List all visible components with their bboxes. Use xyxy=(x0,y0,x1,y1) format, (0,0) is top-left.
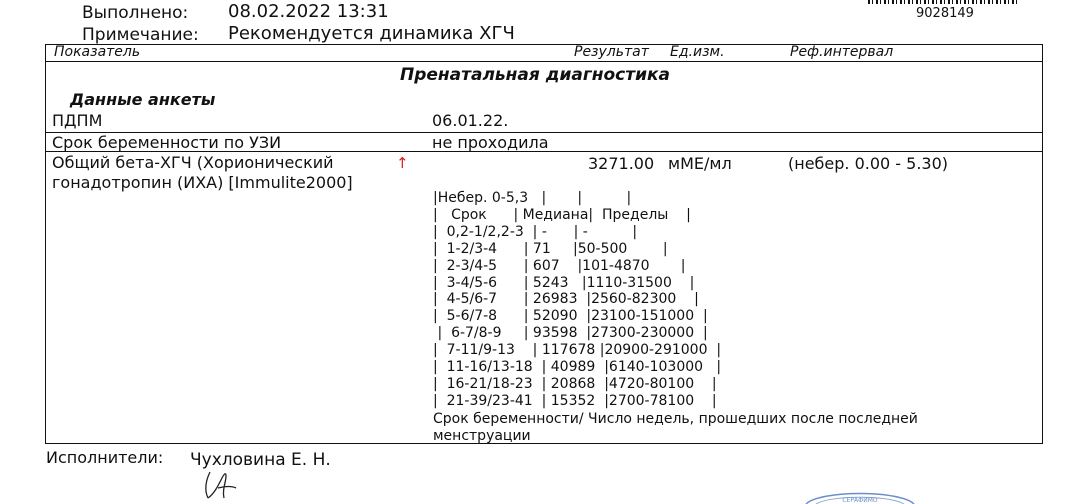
test-result: 3271.00 xyxy=(588,154,655,173)
reference-table-line: | 1-2/3-4 | 71 |50-500 | xyxy=(433,240,668,257)
reference-table-line: | 11-16/13-18 | 40989 |6140-103000 | xyxy=(433,359,722,376)
section-title: Пренатальная диагностика xyxy=(400,65,670,85)
completed-value: 08.02.2022 13:31 xyxy=(228,1,389,22)
reference-table-line: |Небер. 0-5,3 | | | xyxy=(433,190,632,206)
column-result: Результат xyxy=(574,44,649,60)
note-value: Рекомендуется динамика ХГЧ xyxy=(228,23,515,44)
test-name-line1: Общий бета-ХГЧ (Хорионический xyxy=(52,153,334,172)
stamp-icon xyxy=(800,486,920,504)
performers-value: Чухловина Е. Н. xyxy=(190,450,331,470)
stamp-text: СЕРАФИМО xyxy=(842,497,878,504)
performers-label: Исполнители: xyxy=(46,448,164,467)
footnote: Срок беременности/ Число недель, прошедших после последней менструации xyxy=(433,411,918,444)
header-divider xyxy=(45,61,1043,62)
reference-table-line: | 5-6/7-8 | 52090 |23100-151000 | xyxy=(433,308,708,325)
flag-high-icon: ↑ xyxy=(396,154,409,172)
signature-icon xyxy=(196,468,256,504)
reference-table-line: | 6-7/8-9 | 93598 |27300-230000 | xyxy=(433,325,708,342)
reference-table xyxy=(433,190,721,410)
reference-table-line: | 21-39/23-41 | 15352 |2700-78100 | xyxy=(433,392,717,409)
row-term-value: не проходила xyxy=(432,133,549,152)
test-name-line2: гонадотропин (ИХА) [Immulite2000] xyxy=(52,173,353,192)
test-units: мМЕ/мл xyxy=(668,154,732,173)
row-pdpm-label: ПДПМ xyxy=(52,111,103,130)
column-units: Ед.изм. xyxy=(670,44,725,60)
reference-table-line: | 3-4/5-6 | 5243 |1110-31500 | xyxy=(433,274,695,291)
barcode xyxy=(868,0,1018,4)
note-label: Примечание: xyxy=(82,25,199,45)
completed-label: Выполнено: xyxy=(82,3,189,23)
reference-table-line: | 0,2-1/2,2-3 | - | - | xyxy=(433,223,638,240)
column-reference: Реф.интервал xyxy=(790,44,894,60)
reference-table-line: | 4-5/6-7 | 26983 |2560-82300 | xyxy=(433,291,699,308)
barcode-number: 9028149 xyxy=(916,6,974,21)
row-term-label: Срок беременности по УЗИ xyxy=(52,133,282,152)
column-indicator: Показатель xyxy=(54,44,141,60)
test-reference: (небер. 0.00 - 5.30) xyxy=(788,154,949,173)
reference-table-line: | Срок | Медиана| Пределы | xyxy=(433,206,691,223)
reference-table-line: | 2-3/4-5 | 607 |101-4870 | xyxy=(433,257,686,274)
row-pdpm-value: 06.01.22. xyxy=(432,111,509,130)
reference-table-line: | 7-11/9-13 | 117678 |20900-291000 | xyxy=(433,342,722,359)
reference-table-line: | 16-21/18-23 | 20868 |4720-80100 | xyxy=(433,375,717,392)
subsection-title: Данные анкеты xyxy=(70,90,216,109)
